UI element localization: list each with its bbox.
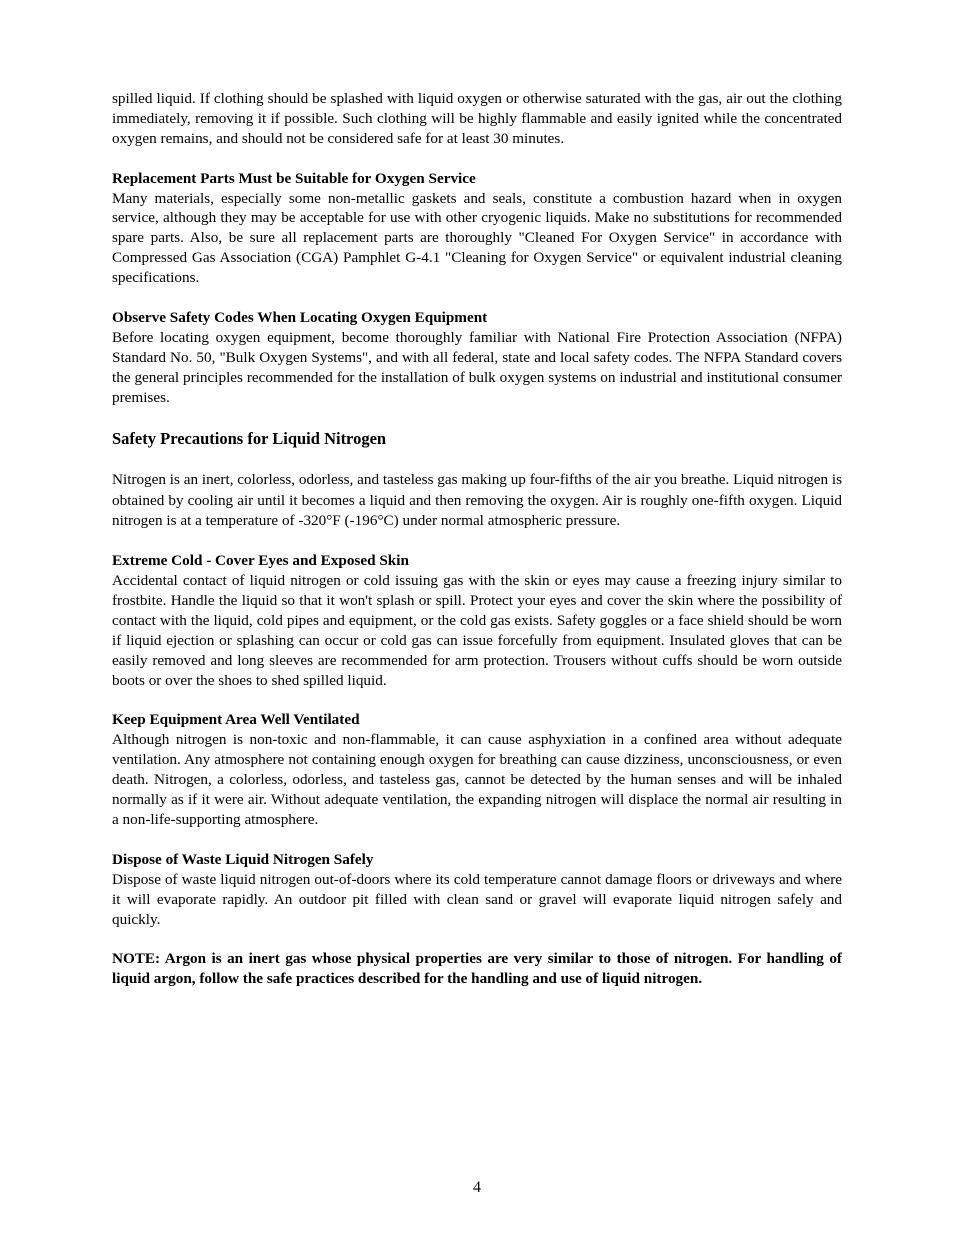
nitrogen-intro-paragraph: Nitrogen is an inert, colorless, odorless, and tasteless gas making up four-fifths of the air you breathe. Liquid nitrogen is obtained by cooling air until it becomes a liquid and then removing the oxygen. Air is roughly one-fifth oxygen. Liquid nitrogen is at a temperature of -320°F (-196°C) under normal atmospheric pressure. <box>112 471 842 530</box>
section-body: Dispose of waste liquid nitrogen out-of-doors where its cold temperature cannot damage floors or driveways and where it will evaporate rapidly. An outdoor pit filled with clean sand or gravel will evaporate liquid nitrogen safely and quickly. <box>112 870 842 928</box>
section-body: Many materials, especially some non-metallic gaskets and seals, constitute a combustion hazard when in oxygen service, although they may be acceptable for use with other cryogenic liquids. Make no substitutions for recommended spare parts. Also, be sure all replacement parts are thoroughly "Cleaned For Oxygen Service" in accordance with Compressed Gas Association (CGA) Pamphlet G-4.1 "Cleaning for Oxygen Service" or equivalent industrial cleaning specifications. <box>112 189 842 287</box>
section-dispose-waste <box>112 850 842 930</box>
section-heading: Observe Safety Codes When Locating Oxygen Equipment <box>112 308 488 326</box>
section-body: Before locating oxygen equipment, become thoroughly familiar with National Fire Protection Association (NFPA) Standard No. 50, "Bulk Oxygen Systems", and with all federal, state and local safety codes. The NFPA Standard covers the general principles recommended for the installation of bulk oxygen systems on industrial and institutional consumer premises. <box>112 328 842 406</box>
section-body: Although nitrogen is non-toxic and non-flammable, it can cause asphyxiation in a confined area without adequate ventilation. Any atmosphere not containing enough oxygen for breathing can cause dizziness, unconsciousness, or even death. Nitrogen, a colorless, odorless, and tasteless gas, cannot be detected by the human senses and will be inhaled normally as if it were air. Without adequate ventilation, the expanding nitrogen will displace the normal air resulting in a non-life-supporting atmosphere. <box>112 731 842 829</box>
section-safety-codes <box>112 308 842 408</box>
intro-paragraph: spilled liquid. If clothing should be splashed with liquid oxygen or otherwise saturated with the gas, air out the clothing immediately, removing it if possible. Such clothing will be highly flammable and easily ignited while the concentrated oxygen remains, and should not be considered safe for at least 30 minutes. <box>112 90 842 147</box>
page-number: 4 <box>473 1179 481 1196</box>
section-ventilation <box>112 710 842 829</box>
section-heading: Extreme Cold - Cover Eyes and Exposed Skin <box>112 552 409 570</box>
section-body: Accidental contact of liquid nitrogen or cold issuing gas with the skin or eyes may cause a freezing injury similar to frostbite. Handle the liquid so that it won't splash or spill. Protect your eyes and cover the skin where the possibility of contact with the liquid, cold pipes and equipment, or the cold gas exists. Safety goggles or a face shield should be worn if liquid ejection or splashing can occur or cold gas can issue forcefully from equipment. Insulated gloves that can be easily removed and long sleeves are recommended for arm protection. Trousers without cuffs should be worn outside boots or over the shoes to shed spilled liquid. <box>112 572 842 689</box>
argon-note: NOTE: Argon is an inert gas whose physical properties are very similar to those of nitrogen. For handling of liquid argon, follow the safe practices described for the handling and use of liquid nitrogen. <box>112 950 842 988</box>
document-page <box>112 89 842 989</box>
section-heading: Replacement Parts Must be Suitable for Oxygen Service <box>112 169 476 187</box>
section-heading: Keep Equipment Area Well Ventilated <box>112 711 360 729</box>
nitrogen-section-title: Safety Precautions for Liquid Nitrogen <box>112 429 387 449</box>
section-extreme-cold <box>112 551 842 690</box>
section-heading: Dispose of Waste Liquid Nitrogen Safely <box>112 850 374 868</box>
section-replacement-parts <box>112 169 842 288</box>
